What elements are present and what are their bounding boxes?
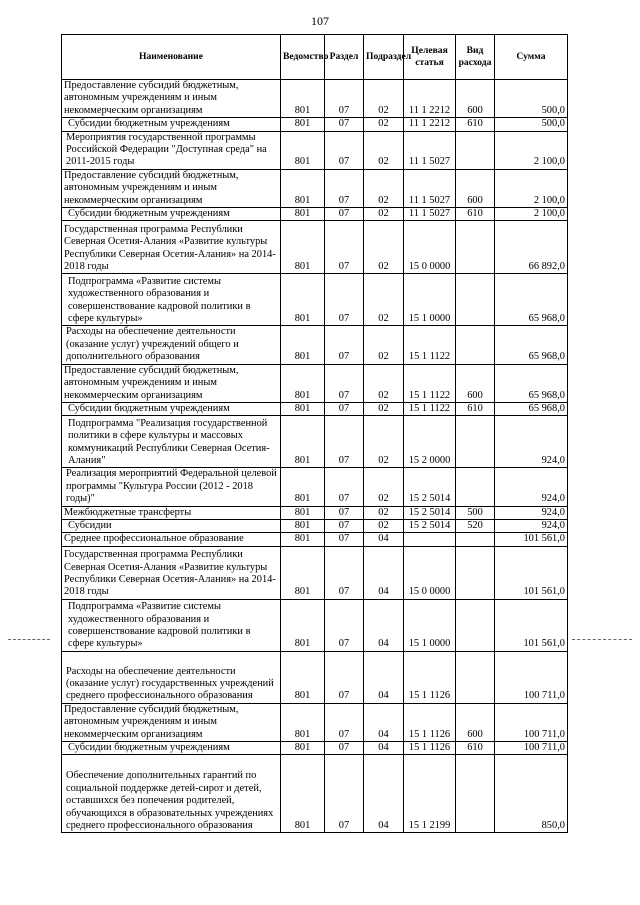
row-expense-type: 600 (456, 169, 495, 207)
row-target: 11 1 5027 (404, 169, 456, 207)
header-sum: Сумма (495, 35, 568, 80)
table-row (62, 118, 568, 131)
row-name: Обеспечение дополнительных гарантий по социальной поддержке детей-сирот и детей, оставшихся без попечения родителей, обучающихся в образовательных учреждениях среднего профессионального образования (62, 755, 281, 833)
table-row (62, 546, 568, 599)
row-name: Межбюджетные трансферты (62, 506, 281, 519)
row-subsection: 02 (364, 326, 404, 364)
table-row (62, 468, 568, 506)
table-row (62, 274, 568, 326)
row-subsection: 02 (364, 506, 404, 519)
row-sum: 101 561,0 (495, 599, 568, 651)
table-row (62, 169, 568, 207)
row-expense-type (456, 755, 495, 833)
row-target: 15 0 0000 (404, 221, 456, 274)
row-section: 07 (325, 274, 364, 326)
row-subsection: 02 (364, 221, 404, 274)
row-sum: 924,0 (495, 416, 568, 468)
row-dept: 801 (281, 599, 325, 651)
row-section: 07 (325, 402, 364, 415)
budget-table (61, 34, 568, 833)
row-sum: 66 892,0 (495, 221, 568, 274)
row-dept: 801 (281, 519, 325, 532)
row-name: Предоставление субсидий бюджетным, автономным учреждениям и иным некоммерческим организациям (62, 703, 281, 741)
row-section: 07 (325, 546, 364, 599)
row-sum: 100 711,0 (495, 651, 568, 703)
row-dept: 801 (281, 221, 325, 274)
row-dept: 801 (281, 416, 325, 468)
row-target: 15 1 1126 (404, 703, 456, 741)
row-name: Предоставление субсидий бюджетным, автономным учреждениям и иным некоммерческим организациям (62, 80, 281, 118)
table-row (62, 533, 568, 546)
row-target: 15 0 0000 (404, 546, 456, 599)
table-row (62, 519, 568, 532)
row-target: 15 1 1122 (404, 364, 456, 402)
row-name: Подпрограмма «Развитие системы художественного образования и совершенствование кадровой политики в сфере культуры» (62, 274, 281, 326)
row-sum: 924,0 (495, 506, 568, 519)
row-sum: 2 100,0 (495, 131, 568, 169)
row-subsection: 04 (364, 741, 404, 754)
row-target: 15 1 2199 (404, 755, 456, 833)
row-sum: 2 100,0 (495, 208, 568, 221)
header-subsection: Подраздел (364, 35, 404, 80)
table-row (62, 416, 568, 468)
row-dept: 801 (281, 741, 325, 754)
row-dept: 801 (281, 651, 325, 703)
row-sum: 65 968,0 (495, 364, 568, 402)
row-name: Предоставление субсидий бюджетным, автономным учреждениям и иным некоммерческим организациям (62, 169, 281, 207)
row-name: Государственная программа Республики Северная Осетия-Алания «Развитие культуры Республики Северная Осетия-Алания» на 2014-2018 годы (62, 546, 281, 599)
row-sum: 924,0 (495, 519, 568, 532)
header-row (62, 35, 568, 80)
row-expense-type: 600 (456, 703, 495, 741)
row-target: 11 1 5027 (404, 208, 456, 221)
row-section: 07 (325, 416, 364, 468)
row-target: 11 1 2212 (404, 118, 456, 131)
table-row (62, 402, 568, 415)
fold-line-right (572, 639, 632, 640)
row-expense-type: 600 (456, 80, 495, 118)
row-target: 15 2 5014 (404, 468, 456, 506)
row-dept: 801 (281, 402, 325, 415)
row-section: 07 (325, 533, 364, 546)
row-target: 15 2 5014 (404, 506, 456, 519)
header-section: Раздел (325, 35, 364, 80)
row-dept: 801 (281, 208, 325, 221)
row-target: 11 1 2212 (404, 80, 456, 118)
fold-line-left (8, 639, 50, 640)
row-section: 07 (325, 118, 364, 131)
row-subsection: 02 (364, 468, 404, 506)
row-name: Субсидии бюджетным учреждениям (62, 118, 281, 131)
row-target: 15 2 0000 (404, 416, 456, 468)
row-subsection: 04 (364, 599, 404, 651)
row-subsection: 02 (364, 169, 404, 207)
row-dept: 801 (281, 326, 325, 364)
row-dept: 801 (281, 118, 325, 131)
row-section: 07 (325, 468, 364, 506)
row-dept: 801 (281, 533, 325, 546)
row-name: Предоставление субсидий бюджетным, автономным учреждениям и иным некоммерческим организациям (62, 364, 281, 402)
row-target: 11 1 5027 (404, 131, 456, 169)
row-name: Среднее профессиональное образование (62, 533, 281, 546)
row-dept: 801 (281, 468, 325, 506)
row-subsection: 04 (364, 533, 404, 546)
row-section: 07 (325, 326, 364, 364)
row-name: Подпрограмма "Реализация государственной политики в сфере культуры и массовых коммуникаций Республики Северная Осетия-Алания" (62, 416, 281, 468)
row-name: Субсидии бюджетным учреждениям (62, 402, 281, 415)
row-subsection: 04 (364, 546, 404, 599)
row-expense-type: 610 (456, 118, 495, 131)
row-sum: 500,0 (495, 118, 568, 131)
row-target: 15 1 1122 (404, 402, 456, 415)
table-row (62, 703, 568, 741)
row-subsection: 02 (364, 402, 404, 415)
row-expense-type: 520 (456, 519, 495, 532)
page-number: 107 (311, 14, 329, 28)
row-dept: 801 (281, 506, 325, 519)
row-sum: 2 100,0 (495, 169, 568, 207)
row-expense-type: 600 (456, 364, 495, 402)
row-expense-type: 610 (456, 402, 495, 415)
header-name: Наименование (62, 35, 281, 80)
row-expense-type: 500 (456, 506, 495, 519)
row-sum: 500,0 (495, 80, 568, 118)
row-subsection: 02 (364, 208, 404, 221)
table-row (62, 364, 568, 402)
row-subsection: 02 (364, 118, 404, 131)
row-section: 07 (325, 703, 364, 741)
row-sum: 65 968,0 (495, 274, 568, 326)
table-row (62, 506, 568, 519)
row-subsection: 02 (364, 364, 404, 402)
table-row (62, 221, 568, 274)
row-expense-type (456, 546, 495, 599)
row-expense-type (456, 468, 495, 506)
row-name: Мероприятия государственной программы Российской Федерации "Доступная среда" на 2011-2015 годы (62, 131, 281, 169)
row-subsection: 02 (364, 80, 404, 118)
row-section: 07 (325, 599, 364, 651)
row-section: 07 (325, 208, 364, 221)
row-name: Расходы на обеспечение деятельности (оказание услуг) государственных учреждений среднего профессионального образования (62, 651, 281, 703)
row-section: 07 (325, 755, 364, 833)
row-expense-type (456, 599, 495, 651)
row-subsection: 04 (364, 703, 404, 741)
row-dept: 801 (281, 546, 325, 599)
header-target: Целевая статья (404, 35, 456, 80)
row-section: 07 (325, 131, 364, 169)
row-sum: 100 711,0 (495, 703, 568, 741)
table-row (62, 599, 568, 651)
header-dept: Ведомство (281, 35, 325, 80)
row-subsection: 02 (364, 131, 404, 169)
row-expense-type: 610 (456, 208, 495, 221)
row-section: 07 (325, 519, 364, 532)
row-section: 07 (325, 651, 364, 703)
row-dept: 801 (281, 755, 325, 833)
row-dept: 801 (281, 703, 325, 741)
row-sum: 65 968,0 (495, 402, 568, 415)
row-name: Субсидии (62, 519, 281, 532)
row-section: 07 (325, 221, 364, 274)
row-subsection: 02 (364, 274, 404, 326)
row-expense-type (456, 274, 495, 326)
row-name: Реализация мероприятий Федеральной целевой программы "Культура России (2012 - 2018 годы)" (62, 468, 281, 506)
row-dept: 801 (281, 131, 325, 169)
table-row (62, 326, 568, 364)
row-section: 07 (325, 741, 364, 754)
row-target: 15 1 1122 (404, 326, 456, 364)
row-section: 07 (325, 169, 364, 207)
row-target: 15 1 1126 (404, 741, 456, 754)
row-name: Государственная программа Республики Северная Осетия-Алания «Развитие культуры Республики Северная Осетия-Алания» на 2014-2018 годы (62, 221, 281, 274)
table-row (62, 80, 568, 118)
row-subsection: 04 (364, 651, 404, 703)
row-expense-type (456, 651, 495, 703)
row-sum: 101 561,0 (495, 546, 568, 599)
table-row (62, 755, 568, 833)
row-dept: 801 (281, 364, 325, 402)
row-name: Субсидии бюджетным учреждениям (62, 208, 281, 221)
row-dept: 801 (281, 169, 325, 207)
row-sum: 100 711,0 (495, 741, 568, 754)
table-row (62, 208, 568, 221)
row-name: Субсидии бюджетным учреждениям (62, 741, 281, 754)
table-row (62, 131, 568, 169)
row-subsection: 02 (364, 416, 404, 468)
row-name: Подпрограмма «Развитие системы художественного образования и совершенствование кадровой политики в сфере культуры» (62, 599, 281, 651)
row-subsection: 04 (364, 755, 404, 833)
row-target: 15 2 5014 (404, 519, 456, 532)
row-sum: 101 561,0 (495, 533, 568, 546)
row-expense-type: 610 (456, 741, 495, 754)
row-target: 15 1 0000 (404, 599, 456, 651)
row-sum: 850,0 (495, 755, 568, 833)
row-dept: 801 (281, 80, 325, 118)
row-target: 15 1 1126 (404, 651, 456, 703)
row-expense-type (456, 326, 495, 364)
row-section: 07 (325, 364, 364, 402)
row-dept: 801 (281, 274, 325, 326)
row-section: 07 (325, 506, 364, 519)
row-subsection: 02 (364, 519, 404, 532)
row-target: 15 1 0000 (404, 274, 456, 326)
row-target (404, 533, 456, 546)
row-section: 07 (325, 80, 364, 118)
table-row (62, 651, 568, 703)
row-expense-type (456, 533, 495, 546)
row-sum: 65 968,0 (495, 326, 568, 364)
header-expense-type: Вид расхода (456, 35, 495, 80)
row-name: Расходы на обеспечение деятельности (оказание услуг) учреждений общего и дополнительного образования (62, 326, 281, 364)
row-expense-type (456, 221, 495, 274)
row-expense-type (456, 131, 495, 169)
row-expense-type (456, 416, 495, 468)
table-row (62, 741, 568, 754)
row-sum: 924,0 (495, 468, 568, 506)
